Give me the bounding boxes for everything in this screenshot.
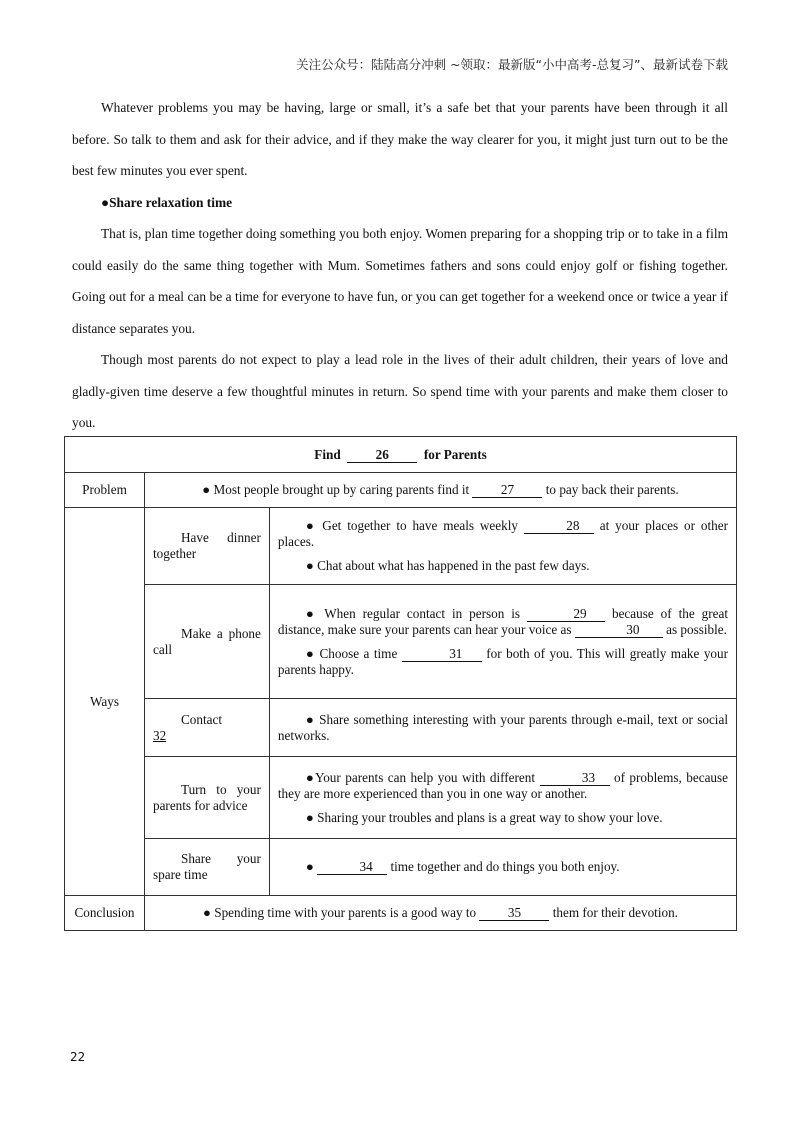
advice-bullet-1 — [278, 770, 728, 802]
conclusion-pre: ● Spending time with your parents is a good way to — [202, 905, 477, 920]
problem-text-pre: ● Most people brought up by caring parents find it — [202, 482, 470, 497]
paragraph-3: Though most parents do not expect to play a lead role in the lives of their adult children, their years of love and gladly-given time deserve a few thoughtful minutes in return. So spend time with your parents and make them closer to you. — [72, 352, 728, 430]
dinner-bullet-2: ● Chat about what has happened in the past few days. — [305, 558, 590, 573]
contact-bullet-1: ● Share something interesting with your parents through e-mail, text or social networks. — [277, 711, 728, 743]
blank-27[interactable]: 27 — [472, 482, 542, 498]
advice-label-cell — [144, 757, 269, 839]
title-prefix: Find — [314, 446, 341, 462]
blank-30[interactable]: 30 — [575, 622, 663, 638]
call-label-cell — [144, 585, 269, 699]
dinner-label: Have dinner together — [152, 530, 261, 561]
blank-29[interactable]: 29 — [527, 606, 605, 622]
call-label: Make a phone call — [152, 625, 261, 657]
dinner-b1-pre: ● Get together to have meals weekly — [305, 518, 518, 533]
spare-b1-post: time together and do things you both enjoy. — [390, 859, 620, 874]
advice-content — [269, 757, 736, 839]
page-number: 22 — [70, 1050, 86, 1064]
spare-content — [269, 839, 736, 896]
blank-35[interactable]: 35 — [479, 905, 549, 921]
blank-28[interactable]: 28 — [524, 518, 594, 534]
spare-label: Share your spare time — [152, 851, 261, 882]
problem-text-post: to pay back their parents. — [545, 482, 679, 497]
spare-bullet-1 — [278, 859, 728, 875]
call-bullet-1 — [278, 606, 728, 638]
call-b1-mid: because of the great distance, make sure your parents can hear your voice as — [277, 605, 729, 637]
advice-b1-pre: ●Your parents can help you with different — [305, 769, 536, 785]
contact-label-cell — [144, 699, 269, 757]
passage — [72, 92, 728, 439]
call-b1-pre: ● When regular contact in person is — [305, 605, 521, 621]
blank-31[interactable]: 31 — [402, 646, 482, 662]
section-heading: ●Share relaxation time — [101, 194, 233, 210]
conclusion-cell — [144, 896, 736, 931]
spare-label-cell — [144, 839, 269, 896]
problem-cell — [144, 473, 736, 508]
conclusion-post: them for their devotion. — [552, 905, 678, 920]
spare-b1-pre: ● — [305, 859, 314, 874]
blank-32[interactable]: 32 — [152, 727, 167, 743]
conclusion-label: Conclusion — [65, 896, 145, 931]
call-b1-post: as possible. — [666, 621, 727, 637]
blank-33[interactable]: 33 — [540, 770, 610, 786]
page-header: 关注公众号：陆陆高分冲刺 ~领取：最新版“小中高考-总复习”、最新试卷下载 — [296, 57, 728, 72]
call-content — [269, 585, 736, 699]
advice-label: Turn to your parents for advice — [152, 781, 261, 813]
blank-26[interactable]: 26 — [347, 447, 417, 463]
call-b2-pre: ● Choose a time — [305, 645, 398, 661]
title-suffix: for Parents — [423, 446, 487, 462]
dinner-content — [269, 508, 736, 585]
table-title — [65, 437, 737, 473]
contact-label: Contact — [180, 711, 223, 727]
call-bullet-2 — [278, 646, 728, 678]
paragraph-2: That is, plan time together doing something you both enjoy. Women preparing for a shopping trip or to take in a film could easily do the same thing together with Mum. Sometimes fathers and sons could enjoy golf or fishing together. Going out for a meal can be a time for everyone to have fun, or you can get together for a weekend once or twice a year if distance separates you. — [72, 226, 728, 336]
dinner-b1-post: at your places or other places. — [277, 518, 728, 549]
call-b2-post: for both of you. This will greatly make your parents happy. — [277, 645, 729, 677]
ways-label: Ways — [65, 508, 145, 896]
summary-table — [64, 436, 737, 931]
contact-content — [269, 699, 736, 757]
paragraph-1: Whatever problems you may be having, large or small, it’s a safe bet that your parents have been through it all before. So talk to them and ask for their advice, and if they make the way clearer for you, it might just turn out to be the best few minutes you ever spent. — [72, 100, 728, 178]
blank-34[interactable]: 34 — [317, 859, 387, 875]
dinner-label-cell — [144, 508, 269, 585]
advice-bullet-2: ● Sharing your troubles and plans is a great way to show your love. — [305, 809, 663, 825]
dinner-bullet-1 — [278, 518, 728, 550]
advice-b1-post: of problems, because they are more experienced than you in one way or another. — [277, 769, 729, 801]
problem-label: Problem — [65, 473, 145, 508]
